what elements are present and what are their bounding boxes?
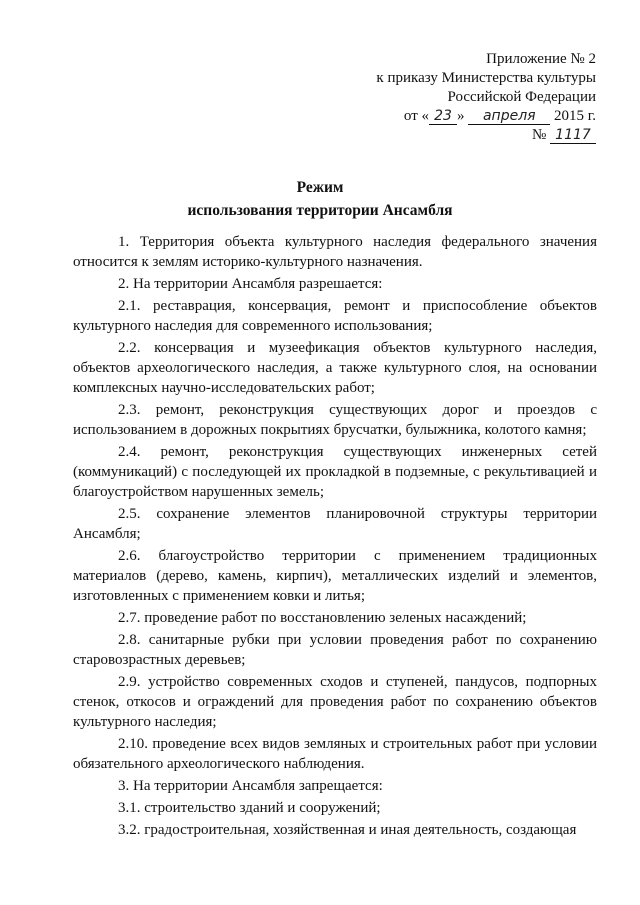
paragraph: 2.5. сохранение элементов планировочной структуры территории Ансамбля; [73, 506, 597, 542]
date-prefix: от « [403, 108, 430, 124]
document-body [73, 232, 597, 840]
paragraph: 2.4. ремонт, реконструкция существующих инженерных сетей (коммуникаций) с последующей их прокладкой в подземные, с рекультивацией и благоустройством нарушенных земель; [73, 444, 597, 500]
date-year: 2015 г. [554, 108, 596, 124]
title-line-2: использования территории Ансамбля [187, 202, 453, 219]
order-number [276, 126, 596, 145]
paragraph: 3.1. строительство зданий и сооружений; [118, 800, 381, 816]
date-month: апреля [468, 108, 550, 125]
paragraph: 3.2. градостроительная, хозяйственная и иная деятельность, создающая [118, 822, 577, 838]
paragraph: 2.9. устройство современных сходов и ступеней, пандусов, подпорных стенок, откосов и ограждений для проведения работ по сохранению объектов культурного наследия; [73, 674, 597, 730]
number-prefix: № [531, 127, 547, 143]
date-day: 23 [429, 108, 457, 125]
paragraph: 2.6. благоустройство территории с применением традиционных материалов (дерево, камень, кирпич), металлических изделий и элементов, изготовленных с применением ковки и литья; [73, 548, 597, 604]
paragraph: 1. Территория объекта культурного наследия федерального значения относится к землям историко-культурного назначения. [73, 234, 597, 270]
ministry-country: Российской Федерации [447, 89, 596, 105]
paragraph: 2.1. реставрация, консервация, ремонт и приспособление объектов культурного наследия для современного использования; [73, 298, 597, 334]
paragraph: 2.3. ремонт, реконструкция существующих дорог и проездов с использованием в дорожных покрытиях брусчатки, булыжника, колотого камня; [73, 402, 597, 438]
order-reference: к приказу Министерства культуры [376, 70, 596, 86]
paragraph: 2.7. проведение работ по восстановлению зеленых насаждений; [118, 610, 527, 626]
document-title [0, 176, 640, 222]
paragraph: 2.2. консервация и музеефикация объектов культурного наследия, объектов археологического наследия, а также культурного слоя, на основании комплексных научно-исследовательских работ; [73, 340, 597, 396]
paragraph: 2. На территории Ансамбля разрешается: [118, 276, 383, 292]
paragraph: 2.8. санитарные рубки при условии проведения работ по сохранению старовозрастных деревьев; [73, 632, 597, 668]
title-line-1: Режим [296, 179, 344, 196]
number-value: 1117 [550, 127, 596, 144]
appendix-label: Приложение № 2 [486, 51, 596, 67]
order-date [276, 107, 596, 126]
appendix-header [276, 50, 596, 145]
date-mid: » [457, 108, 465, 124]
paragraph: 3. На территории Ансамбля запрещается: [118, 778, 383, 794]
paragraph: 2.10. проведение всех видов земляных и строительных работ при условии обязательного археологического наблюдения. [73, 736, 597, 772]
